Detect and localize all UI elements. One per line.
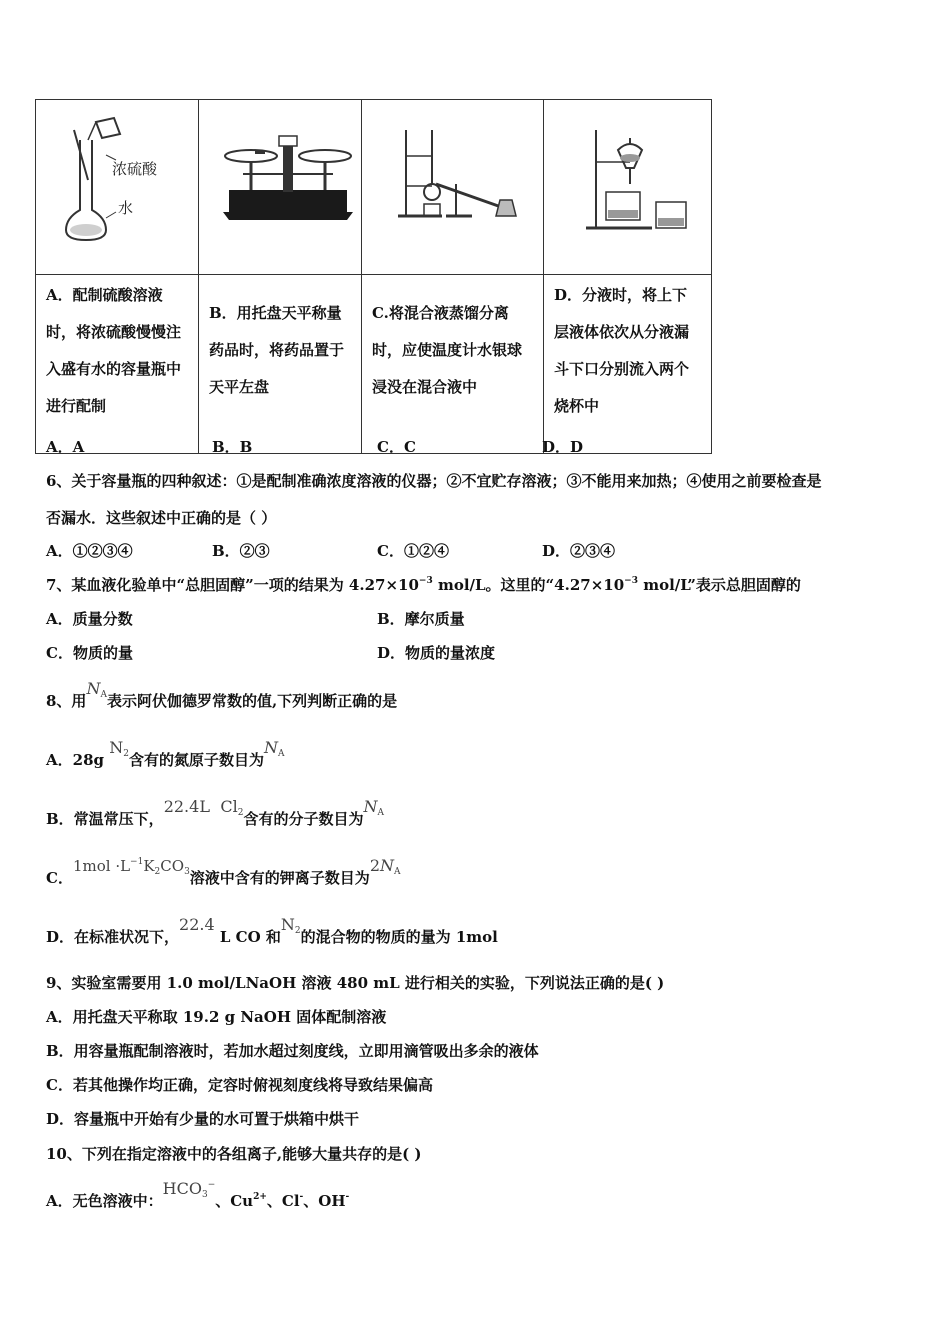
option-cell-c <box>362 275 544 454</box>
q7-exponent-1: −3 <box>418 576 433 586</box>
q7-stem-part-b: mol/L。这里的“4.27×10 <box>432 576 625 594</box>
q8-d-volume: 22.4 <box>179 915 215 934</box>
option-a-text: A．配制硫酸溶液时，将浓硫酸慢慢注入盛有水的容量瓶中进行配制 <box>46 286 182 415</box>
q10-a-cu: 、Cu <box>215 1192 254 1210</box>
option-b-text: B．用托盘天平称量药品时，将药品置于天平左盘 <box>209 304 345 396</box>
q10-a-pre: A．无色溶液中： <box>46 1192 163 1210</box>
q8-b-formula-sub: 2 <box>237 808 244 818</box>
figure-cell-d <box>544 100 712 275</box>
q7-stem-part-c: mol/L”表示总胆固醇的 <box>637 576 801 594</box>
distillation-figure <box>362 100 543 270</box>
q10-a-hco: HCO <box>162 1179 202 1198</box>
q8-d-pre: D．在标准状况下， <box>46 928 180 946</box>
q6-stem-line2: 否漏水．这些叙述中正确的是（ ） <box>46 509 277 527</box>
q8-c-k-sub: 2 <box>154 867 161 877</box>
q10-a-ions <box>215 1192 349 1210</box>
q6-stem-line1: 6、关于容量瓶的四种叙述：①是配制准确浓度溶液的仪器；②不宜贮存溶液；③不能用来加热；④使用之前要检查是 <box>46 472 822 490</box>
q7-option-d: D．物质的量浓度 <box>377 644 496 662</box>
q10-a-hco-sub: 3 <box>201 1190 208 1200</box>
q8-b-na-subscript: A <box>377 808 384 818</box>
q5-answer-a: A．A <box>46 438 85 456</box>
q8-a-na-symbol: N <box>264 738 278 757</box>
q8-a-formula-sub: 2 <box>123 749 129 759</box>
option-c-text: C.将混合液蒸馏分离时，应使温度计水银球浸没在混合液中 <box>372 304 523 396</box>
q6-option-a: A．①②③④ <box>46 542 133 560</box>
na-symbol: N <box>86 679 101 698</box>
q8-option-c <box>46 855 401 887</box>
q8-c-exponent: −1 <box>130 857 144 867</box>
q8-d-formula-sub: 2 <box>294 926 301 936</box>
figure-cell-c <box>362 100 544 275</box>
q8-c-mid: 溶液中含有的钾离子数目为 <box>189 869 370 887</box>
q8-b-pre: B．常温常压下， <box>46 810 164 828</box>
q9-option-a: A．用托盘天平称取 19.2 g NaOH 固体配制溶液 <box>46 1008 387 1026</box>
q8-stem <box>46 678 398 710</box>
q8-b-formula: Cl <box>220 797 238 816</box>
q9-option-d: D．容量瓶中开始有少量的水可置于烘箱中烘干 <box>46 1110 360 1128</box>
q8-c-coefficient: 2 <box>369 856 380 875</box>
apparatus-table <box>35 99 712 454</box>
q9-option-c: C．若其他操作均正确，定容时俯视刻度线将导致结果偏高 <box>46 1076 433 1094</box>
q7-option-a: A．质量分数 <box>46 610 133 628</box>
q10-a-cu-sup: 2+ <box>253 1192 267 1202</box>
q8-d-mid1: L CO 和 <box>214 928 281 946</box>
na-subscript: A <box>100 690 107 700</box>
q8-option-b <box>46 796 384 828</box>
q8-c-k: K <box>143 857 155 875</box>
q8-a-formula: N <box>109 738 124 757</box>
q8-c-pre: C． <box>46 869 73 887</box>
q7-option-c: C．物质的量 <box>46 644 133 662</box>
volumetric-flask-figure <box>36 100 198 270</box>
q5-answer-d: D．D <box>542 438 584 456</box>
q8-c-co: CO <box>160 857 185 875</box>
q8-a-na-subscript: A <box>278 749 285 759</box>
option-cell-a <box>36 275 199 454</box>
q7-stem-part-a: 7、某血液化验单中“总胆固醇”一项的结果为 4.27×10 <box>46 576 419 594</box>
q10-a-cl-sup: - <box>299 1192 304 1202</box>
q8-b-mid: 含有的分子数目为 <box>243 810 364 828</box>
balance-figure <box>199 100 361 270</box>
option-cell-d <box>544 275 712 454</box>
figure-cell-a <box>36 100 199 275</box>
q10-option-a <box>46 1178 350 1210</box>
q7-option-b: B．摩尔质量 <box>377 610 465 628</box>
q7-exponent-2: −3 <box>624 576 638 586</box>
q8-c-co-sub: 3 <box>184 867 190 877</box>
water-label: 水 <box>118 199 134 217</box>
q5-answer-b: B．B <box>212 438 253 456</box>
q8-option-a <box>46 737 285 769</box>
q8-a-pre: A．28g <box>46 751 105 769</box>
q10-a-hco-sup: − <box>207 1180 216 1190</box>
q10-a-cl: 、Cl <box>266 1192 300 1210</box>
q7-stem <box>46 574 801 595</box>
q8-stem-pre: 8、用 <box>46 692 87 710</box>
q5-answer-c: C．C <box>377 438 416 456</box>
q9-stem: 9、实验室需要用 1.0 mol/LNaOH 溶液 480 mL 进行相关的实验，下列说法正确的是( ) <box>46 974 665 992</box>
q6-option-c: C．①②④ <box>377 542 449 560</box>
figure-cell-b <box>199 100 362 275</box>
option-d-text: D．分液时，将上下层液体依次从分液漏斗下口分别流入两个烧杯中 <box>554 286 690 415</box>
q10-a-oh-sup: - <box>345 1192 350 1202</box>
q8-a-mid: 含有的氮原子数目为 <box>128 751 264 769</box>
q8-stem-post: 表示阿伏伽德罗常数的值,下列判断正确的是 <box>106 692 398 710</box>
q8-b-na-symbol: N <box>363 797 378 816</box>
q8-d-mid2: 的混合物的物质的量为 1mol <box>300 928 498 946</box>
sulfuric-acid-label: 浓硫酸 <box>112 160 158 178</box>
q8-option-d <box>46 914 498 946</box>
q6-option-b: B．②③ <box>212 542 270 560</box>
option-cell-b <box>199 275 362 454</box>
q9-option-b: B．用容量瓶配制溶液时，若加水超过刻度线，立即用滴管吸出多余的液体 <box>46 1042 539 1060</box>
q8-b-volume: 22.4L <box>163 797 210 816</box>
q8-c-concentration: 1mol ·L <box>72 857 131 875</box>
q6-option-d: D．②③④ <box>542 542 616 560</box>
q8-d-formula: N <box>280 915 295 934</box>
q8-c-na-subscript: A <box>394 867 401 877</box>
q10-a-oh: 、OH <box>303 1192 346 1210</box>
separatory-funnel-figure <box>544 100 711 270</box>
q10-stem: 10、下列在指定溶液中的各组离子,能够大量共存的是( ) <box>46 1145 422 1163</box>
q8-c-na-symbol: N <box>380 856 394 875</box>
